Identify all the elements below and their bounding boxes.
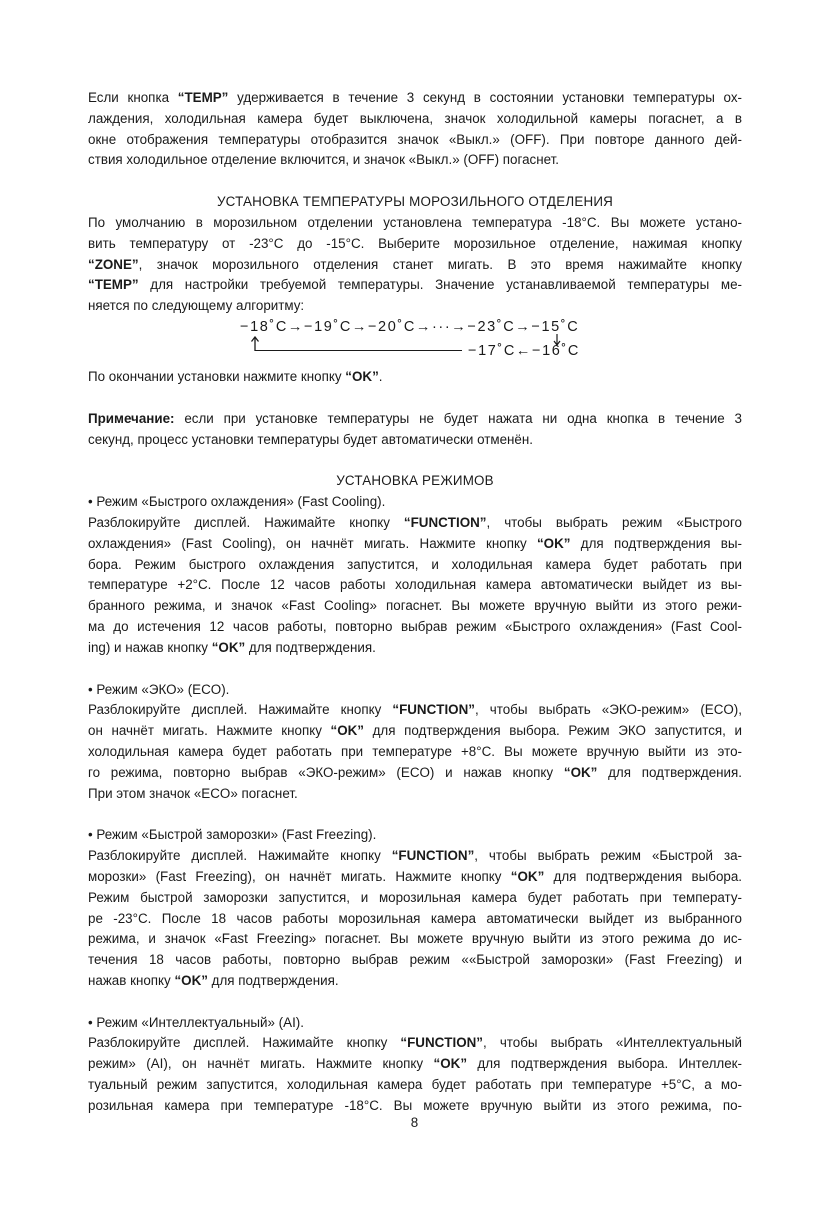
key-ok: “OK”	[433, 1056, 468, 1072]
paragraph-line: Режим быстрой заморозки запустится, и морозильная камера будет работать при температу-	[88, 889, 742, 905]
sequence-row-1: −18˚C→−19˚C→−20˚C→···→−23˚C→−15˚C	[240, 318, 580, 335]
paragraph-line: бора. Режим быстрого охлаждения запустится, и холодильная камера будет работать при	[88, 556, 742, 572]
key-ok: “OK”	[174, 972, 208, 988]
key-ok: “OK”	[330, 723, 364, 739]
key-ok: “OK”	[536, 535, 571, 551]
temperature-sequence	[88, 319, 742, 365]
key-function: “FUNCTION”	[392, 702, 475, 718]
arrow-up-icon	[249, 336, 261, 351]
text: , чтобы выбрать режим «Быстрого	[486, 514, 742, 530]
paragraph-line: температуре +2°C. После 12 часов работы холодильная камера автоматически выйдет из вы-	[88, 577, 742, 593]
text: охлаждения» (Fast Cooling), он начнёт мигать. Нажмите кнопку	[88, 535, 537, 551]
text: для подтверждения вы-	[570, 535, 742, 551]
paragraph-line	[88, 534, 742, 555]
paragraph-line: розильная камера при температуре -18°C. Вы можете вручную выйти из этого режима, по-	[88, 1097, 742, 1113]
heading-freezer-temp: УСТАНОВКА ТЕМПЕРАТУРЫ МОРОЗИЛЬНОГО ОТДЕЛЕНИЯ	[216, 194, 614, 210]
text: для подтверждения.	[597, 764, 743, 780]
paragraph-line	[88, 638, 742, 659]
paragraph-line	[88, 275, 742, 296]
mode-title-fast-cooling: • Режим «Быстрого охлаждения» (Fast Cooling).	[88, 494, 386, 510]
text: го режима, повторно выбрав «ЭКО-режим» (ECO) и нажав кнопку	[88, 764, 564, 780]
note-paragraph	[88, 409, 742, 430]
paragraph-line	[88, 700, 742, 721]
paragraph-line: холодильная камера будет работать при температуре +8°C. Вы можете вручную выйти из это-	[88, 743, 742, 759]
key-function: “FUNCTION”	[391, 848, 475, 864]
text: Разблокируйте дисплей. Нажимайте кнопку	[88, 1035, 401, 1051]
sequence-return-line	[255, 350, 462, 351]
text: для подтверждения.	[207, 972, 339, 988]
key-ok: “OK”	[563, 764, 598, 780]
text: режим» (AI), он начнёт мигать. Нажмите кнопку	[88, 1056, 434, 1072]
text: ing) и нажав кнопку	[88, 639, 212, 655]
text: , чтобы выбрать режим «Быстрой за-	[474, 848, 742, 864]
key-function: “FUNCTION”	[403, 514, 487, 530]
paragraph-temp-off	[88, 88, 742, 109]
paragraph-line	[88, 846, 742, 867]
paragraph-line: течения 18 часов работы, повторно выбрав режим ««Быстрой заморозки» (Fast Freezing) и	[88, 952, 742, 968]
paragraph-line: ре -23°C. После 18 часов работы морозильная камера автоматически выйдет из выбранного	[88, 910, 742, 926]
paragraph-line: режима, и значок «Fast Freezing» погаснет. Вы можете вручную выйти из этого режима до ис-	[88, 931, 742, 947]
text: .	[378, 368, 383, 384]
paragraph-line: окне отображения температуры отобразится значок «Выкл.» (OFF). При повторе данного дей-	[88, 131, 742, 147]
key-ok: “OK”	[211, 639, 246, 655]
text: для настройки требуемой температуры. Значение устанавливаемой температуры ме-	[138, 277, 742, 293]
key-temp: “TEMP”	[88, 277, 139, 293]
text: , значок морозильного отделения станет мигать. В это время нажимайте кнопку	[138, 256, 742, 272]
key-function: “FUNCTION”	[400, 1035, 483, 1051]
key-ok: “OK”	[345, 368, 379, 384]
paragraph-line: ствия холодильное отделение включится, и значок «Выкл.» (OFF) погаснет.	[88, 152, 559, 168]
text: По окончании установки нажмите кнопку	[88, 368, 346, 384]
text: Разблокируйте дисплей. Нажимайте кнопку	[88, 514, 404, 530]
paragraph-line: секунд, процесс установки температуры будет автоматически отменён.	[88, 431, 533, 447]
paragraph-line	[88, 513, 742, 534]
text: для подтверждения выбора.	[544, 868, 743, 884]
paragraph-line: вить температуру от -23°C до -15°C. Выберите морозильное отделение, нажимая кнопку	[88, 235, 742, 251]
paragraph-line: ма до истечения 12 часов работы, повторно выбрав режим «Быстрого охлаждения» (Fast Cool-	[88, 618, 742, 634]
paragraph-line	[88, 721, 742, 742]
paragraph-line: няется по следующему алгоритму:	[88, 298, 305, 314]
manual-page	[88, 88, 742, 1117]
paragraph-line: лаждения, холодильная камера будет выключена, значок холодильной камеры погаснет, а в	[88, 110, 742, 126]
text: , чтобы выбрать «Интеллектуальный	[483, 1035, 742, 1051]
paragraph-line	[88, 1033, 742, 1054]
text: если при установке температуры не будет нажата ни одна кнопка в течение 3	[174, 410, 742, 426]
text: удерживается в течение 3 секунд в состоянии установки температуры ох-	[228, 90, 742, 105]
mode-title-fast-freezing: • Режим «Быстрой заморозки» (Fast Freezing).	[88, 827, 377, 843]
text: для подтверждения выбора. Интеллек-	[467, 1056, 742, 1072]
text: , чтобы выбрать «ЭКО-режим» (ECO),	[474, 702, 742, 718]
page-number: 8	[410, 1115, 419, 1130]
note-label: Примечание:	[88, 410, 175, 426]
paragraph-line: При этом значок «ECO» погаснет.	[88, 785, 298, 801]
paragraph-line: По умолчанию в морозильном отделении установлена температура -18°C. Вы можете устано-	[88, 214, 742, 230]
text: Разблокируйте дисплей. Нажимайте кнопку	[88, 848, 392, 864]
text: он начнёт мигать. Нажмите кнопку	[88, 723, 331, 739]
key-ok: “OK”	[510, 868, 545, 884]
paragraph-line	[88, 1054, 742, 1075]
text: морозки» (Fast Freezing), он начнёт мигать. Нажмите кнопку	[88, 868, 511, 884]
text: для подтверждения.	[245, 639, 376, 655]
key-temp: “TEMP”	[177, 90, 229, 105]
paragraph-line: бранного режима, и значок «Fast Cooling» погаснет. Вы можете вручную выйти из этого режи-	[88, 598, 742, 614]
key-zone: “ZONE”	[88, 256, 139, 272]
text: нажав кнопку	[88, 972, 175, 988]
mode-title-ai: • Режим «Интеллектуальный» (AI).	[88, 1014, 304, 1030]
mode-title-eco: • Режим «ЭКО» (ECO).	[88, 681, 230, 697]
paragraph-line	[88, 255, 742, 276]
text: Если кнопка	[88, 90, 178, 105]
text: для подтверждения выбора. Режим ЭКО запустится, и	[364, 723, 742, 739]
sequence-row-2: −17˚C←−16˚C	[468, 342, 580, 359]
paragraph-line	[88, 763, 742, 784]
paragraph-line: туальный режим запустится, холодильная камера будет работать при температуре +5°C, а мо-	[88, 1077, 742, 1093]
paragraph-line	[88, 971, 742, 992]
paragraph-line	[88, 867, 742, 888]
text: Разблокируйте дисплей. Нажимайте кнопку	[88, 702, 393, 718]
paragraph-after-setting	[88, 367, 742, 388]
heading-modes: УСТАНОВКА РЕЖИМОВ	[336, 473, 494, 489]
